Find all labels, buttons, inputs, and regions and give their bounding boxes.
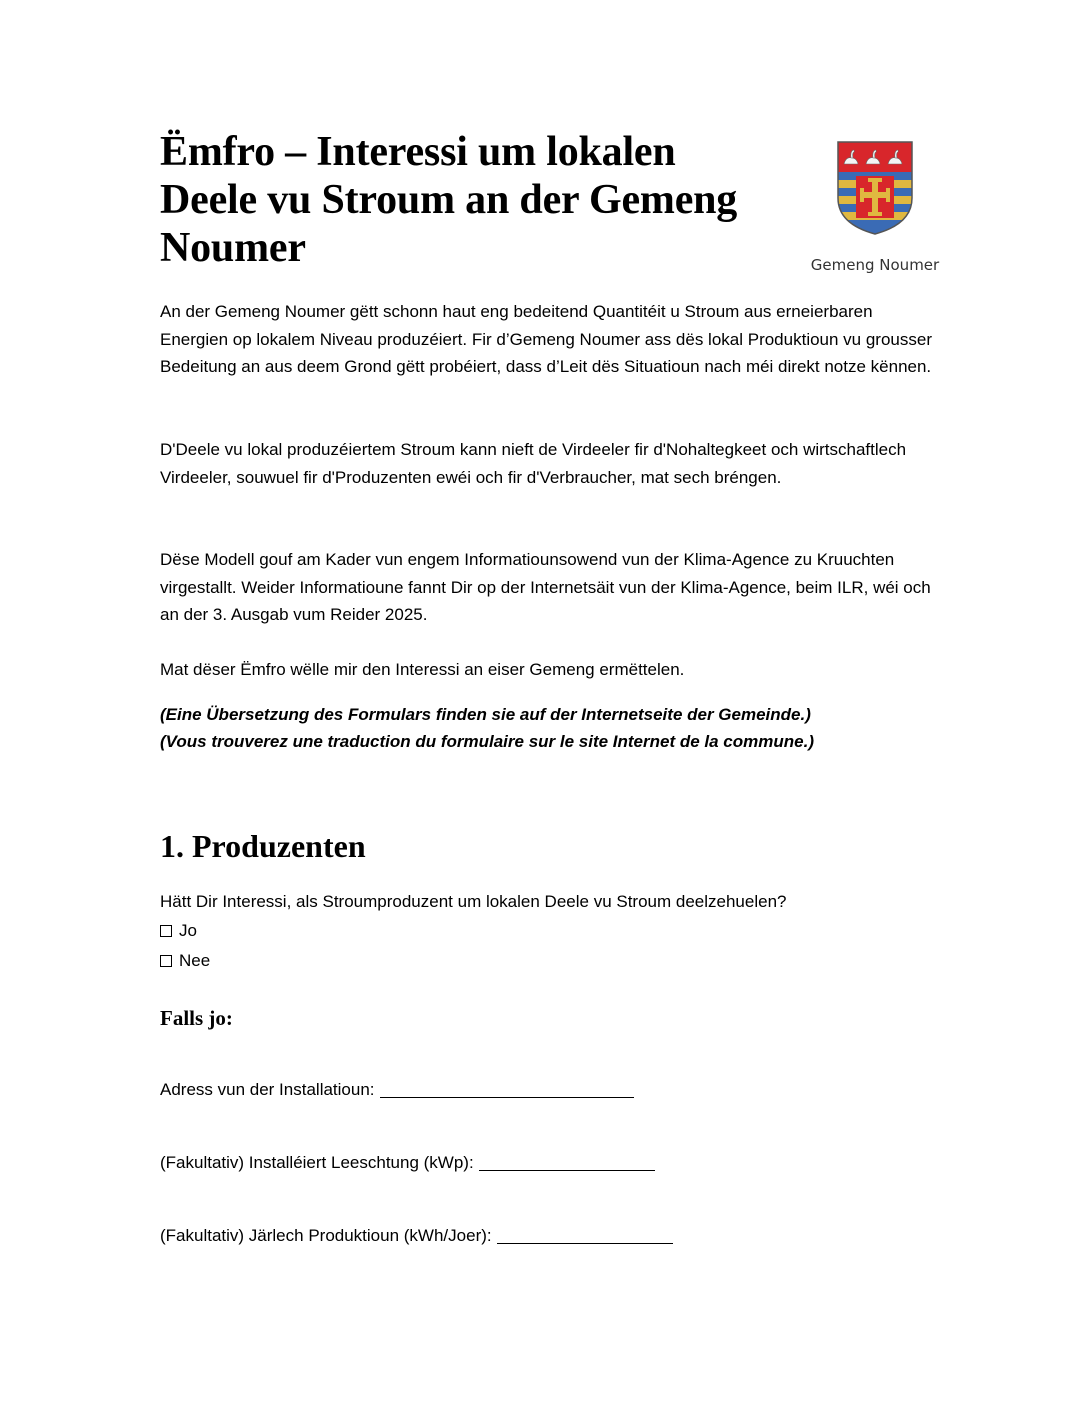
translation-note-fr: (Vous trouverez une traduction du formulaire sur le site Internet de la commune.) (160, 732, 814, 751)
installation-address-input[interactable] (380, 1079, 634, 1098)
intro-paragraph-1: An der Gemeng Noumer gëtt schonn haut eng bedeitend Quantitéit u Stroum aus erneierbaren Energien op lokalem Niveau produzéiert. Fir d’Gemeng Noumer ass dës lokal Produktioun vu grousser Bedeitung an aus deem Grond gëtt probéiert, dass d’Leit dës Situatioun nach méi direkt notze kënnen. (160, 302, 932, 376)
document-title: Ëmfro – Interessi um lokalen Deele vu Stroum an der Gemeng Noumer (160, 129, 738, 271)
annual-production-field (160, 1223, 673, 1249)
installation-address-field (160, 1077, 634, 1103)
section-heading-producers: 1. Produzenten (160, 828, 366, 864)
intro-paragraph-4: Mat dëser Ëmfro wëlle mir den Interessi an eiser Gemeng ermëttelen. (160, 660, 685, 679)
installed-power-field (160, 1150, 655, 1176)
producer-question: Hätt Dir Interessi, als Stroumproduzent um lokalen Deele vu Stroum deelzehuelen? (160, 892, 787, 911)
intro-paragraph-2: D'Deele vu lokal produzéiertem Stroum kann nieft de Virdeeler fir d'Nohaltegkeet och wirtschaftlech Virdeeler, souwuel fir d'Produzenten ewéi och fir d'Verbraucher, mat sech bréngen. (160, 440, 907, 487)
checkbox-no[interactable] (160, 955, 172, 967)
installed-power-input[interactable] (479, 1152, 655, 1171)
coat-of-arms-icon (836, 140, 914, 236)
installation-address-label: Adress vun der Installatioun: (160, 1080, 375, 1099)
annual-production-label: (Fakultativ) Järlech Produktioun (kWh/Joer): (160, 1226, 492, 1245)
installed-power-label: (Fakultativ) Installéiert Leeschtung (kWp): (160, 1153, 474, 1172)
option-no[interactable] (160, 949, 210, 973)
intro-paragraph-3: Dëse Modell gouf am Kader vun engem Informatiounsowend vun der Klima-Agence zu Kruuchten virgestallt. Weider Informatioune fannt Dir op der Internetsäit vun der Klima-Agence, beim ILR, wéi och an der 3. Ausgab vum Reider 2025. (160, 550, 931, 624)
option-yes[interactable] (160, 919, 197, 943)
translation-note-de: (Eine Übersetzung des Formulars finden sie auf der Internetseite der Gemeinde.) (160, 705, 811, 724)
option-yes-label: Jo (179, 921, 197, 940)
logo-caption: Gemeng Noumer (810, 256, 940, 274)
if-yes-heading: Falls jo: (160, 1006, 233, 1030)
municipality-logo (795, 140, 955, 274)
option-no-label: Nee (179, 951, 211, 970)
annual-production-input[interactable] (497, 1225, 673, 1244)
checkbox-yes[interactable] (160, 925, 172, 937)
